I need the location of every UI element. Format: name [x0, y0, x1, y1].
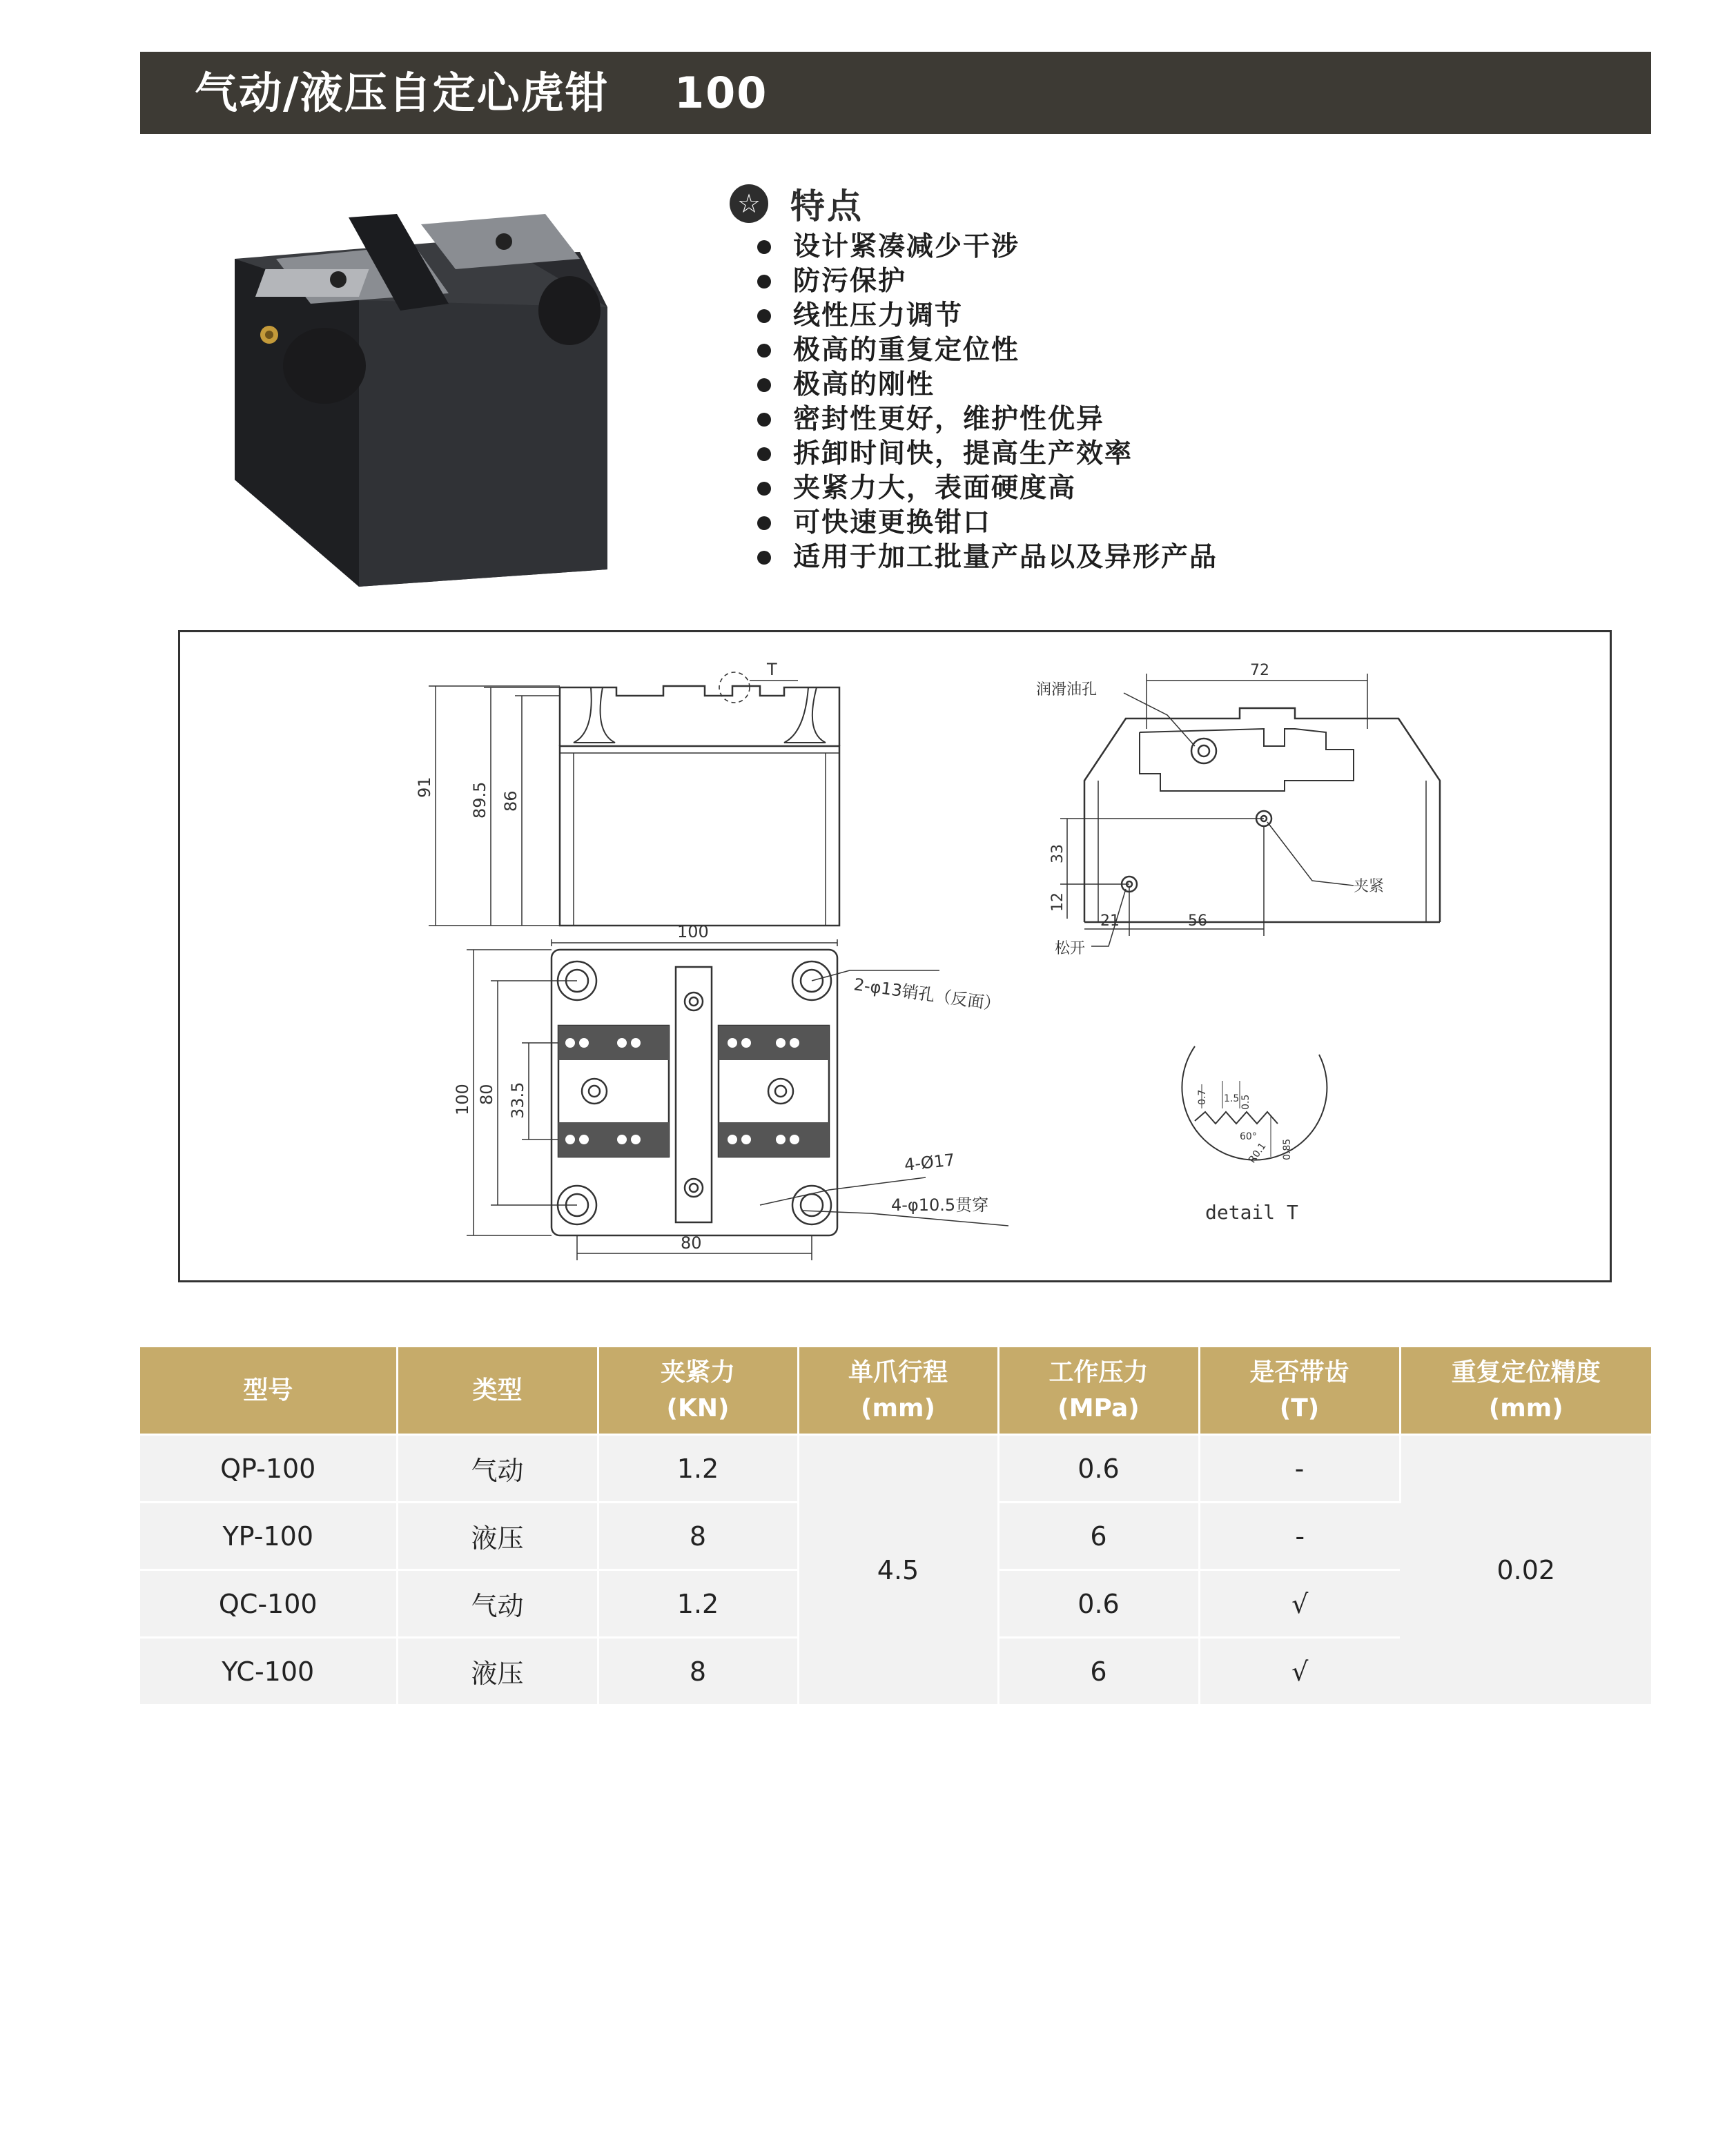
- feature-text: 适用于加工批量产品以及异形产品: [793, 542, 1218, 573]
- feature-item: [757, 540, 1218, 575]
- dim-91: 91: [415, 776, 434, 798]
- feature-text: 极高的重复定位性: [793, 335, 1020, 366]
- cell-type: 液压: [397, 1638, 598, 1705]
- bullet-icon: [757, 275, 771, 288]
- cell-force: 1.2: [598, 1435, 798, 1503]
- feature-text: 线性压力调节: [793, 300, 964, 331]
- cell-model: YC-100: [140, 1638, 397, 1705]
- note-d17: 4-Ø17: [903, 1150, 956, 1175]
- dim-89-5: 89.5: [470, 781, 489, 819]
- feature-item: [757, 437, 1218, 471]
- col-header-stroke: 单爪行程 (mm): [798, 1347, 998, 1435]
- cell-teeth: √: [1199, 1570, 1400, 1638]
- cell-model: QP-100: [140, 1435, 397, 1503]
- dim-top-width: 100: [677, 922, 709, 941]
- col-header-repeatability: 重复定位精度 (mm): [1400, 1347, 1651, 1435]
- feature-item: [757, 471, 1218, 506]
- cell-teeth: -: [1199, 1435, 1400, 1503]
- cell-pressure: 0.6: [998, 1435, 1199, 1503]
- features-title: 特点: [790, 186, 864, 226]
- cell-teeth: √: [1199, 1638, 1400, 1705]
- note-through: 4-φ10.5贯穿: [891, 1195, 989, 1215]
- features-header: [728, 176, 1488, 231]
- detail-d-0-7: 0.7: [1197, 1089, 1208, 1105]
- side-view: [415, 660, 839, 926]
- bullet-icon: [757, 413, 771, 427]
- bullet-icon: [757, 516, 771, 530]
- model-number: 100: [674, 68, 768, 118]
- cell-pressure: 6: [998, 1503, 1199, 1570]
- cell-model: QC-100: [140, 1570, 397, 1638]
- dim-12: 12: [1049, 892, 1066, 912]
- cell-type: 气动: [397, 1435, 598, 1503]
- bullet-icon: [757, 344, 771, 358]
- feature-item: [757, 333, 1218, 368]
- dim-86: 86: [501, 790, 520, 812]
- feature-text: 设计紧凑减少干涉: [793, 231, 1020, 262]
- cell-force: 8: [598, 1638, 798, 1705]
- detail-d-0-5: 0.5: [1240, 1094, 1251, 1110]
- page-title: 气动/液压自定心虎钳: [195, 68, 609, 118]
- col-header-pressure: 工作压力 (MPa): [998, 1347, 1199, 1435]
- dim-33-5: 33.5: [508, 1082, 527, 1119]
- dim-top-80-h: 80: [681, 1233, 702, 1253]
- bullet-icon: [757, 482, 771, 496]
- bullet-icon: [757, 447, 771, 461]
- feature-text: 极高的刚性: [793, 369, 935, 400]
- dim-top-80-v: 80: [477, 1084, 496, 1105]
- star-icon: ☆: [730, 184, 768, 223]
- feature-item: [757, 299, 1218, 333]
- cell-type: 液压: [397, 1503, 598, 1570]
- feature-item: [757, 506, 1218, 540]
- cell-force: 1.2: [598, 1570, 798, 1638]
- col-header-model: 型号: [140, 1347, 397, 1435]
- dim-72: 72: [1250, 662, 1269, 679]
- drawing-canvas: [180, 632, 1610, 1280]
- bullet-icon: [757, 309, 771, 323]
- col-header-teeth: 是否带齿 (T): [1199, 1347, 1400, 1435]
- table-row: [140, 1435, 1651, 1503]
- bullet-icon: [757, 240, 771, 254]
- cell-type: 气动: [397, 1570, 598, 1638]
- col-header-type: 类型: [397, 1347, 598, 1435]
- dim-33: 33: [1049, 844, 1066, 863]
- col-header-force: 夹紧力 (KN): [598, 1347, 798, 1435]
- cell-model: YP-100: [140, 1503, 397, 1570]
- feature-item: [757, 402, 1218, 437]
- note-pin-holes: 2-φ13销孔（反面）: [852, 975, 1002, 1015]
- feature-text: 密封性更好，维护性优异: [793, 404, 1105, 435]
- feature-list: [757, 230, 1218, 575]
- feature-text: 可快速更换钳口: [793, 507, 992, 538]
- feature-item: [757, 368, 1218, 402]
- feature-item: [757, 264, 1218, 299]
- spec-table: [140, 1347, 1651, 1704]
- table-header-row: [140, 1347, 1651, 1435]
- feature-item: [757, 230, 1218, 264]
- label-clamp: 夹紧: [1354, 878, 1385, 895]
- detail-d-r: R0.1: [1247, 1140, 1269, 1166]
- label-release: 松开: [1055, 940, 1086, 957]
- dim-56: 56: [1188, 912, 1207, 930]
- top-view: [453, 922, 1008, 1260]
- cell-stroke: 4.5: [798, 1435, 998, 1705]
- dim-21: 21: [1100, 912, 1120, 930]
- title-bar: [140, 52, 1651, 134]
- cell-pressure: 6: [998, 1638, 1199, 1705]
- label-oil-hole: 润滑油孔: [1036, 681, 1098, 698]
- detail-d-60: 60°: [1240, 1131, 1257, 1142]
- cell-teeth: -: [1199, 1503, 1400, 1570]
- cell-force: 8: [598, 1503, 798, 1570]
- bullet-icon: [757, 378, 771, 392]
- features-section: [728, 176, 1488, 573]
- technical-drawing: [178, 630, 1612, 1282]
- detail-d-0-85: 0.85: [1282, 1138, 1293, 1160]
- cell-repeatability: 0.02: [1400, 1435, 1651, 1705]
- cell-pressure: 0.6: [998, 1570, 1199, 1638]
- feature-text: 防污保护: [793, 266, 907, 297]
- product-photo: [221, 183, 635, 590]
- detail-view: [1182, 1046, 1327, 1224]
- detail-d-1-5: 1.5: [1224, 1093, 1240, 1104]
- end-view: [1036, 662, 1440, 957]
- feature-text: 拆卸时间快，提高生产效率: [793, 438, 1133, 469]
- bullet-icon: [757, 551, 771, 565]
- detail-marker-label: T: [767, 660, 777, 679]
- feature-text: 夹紧力大，表面硬度高: [793, 473, 1077, 504]
- detail-label: detail T: [1205, 1201, 1298, 1224]
- dim-top-height: 100: [453, 1084, 472, 1115]
